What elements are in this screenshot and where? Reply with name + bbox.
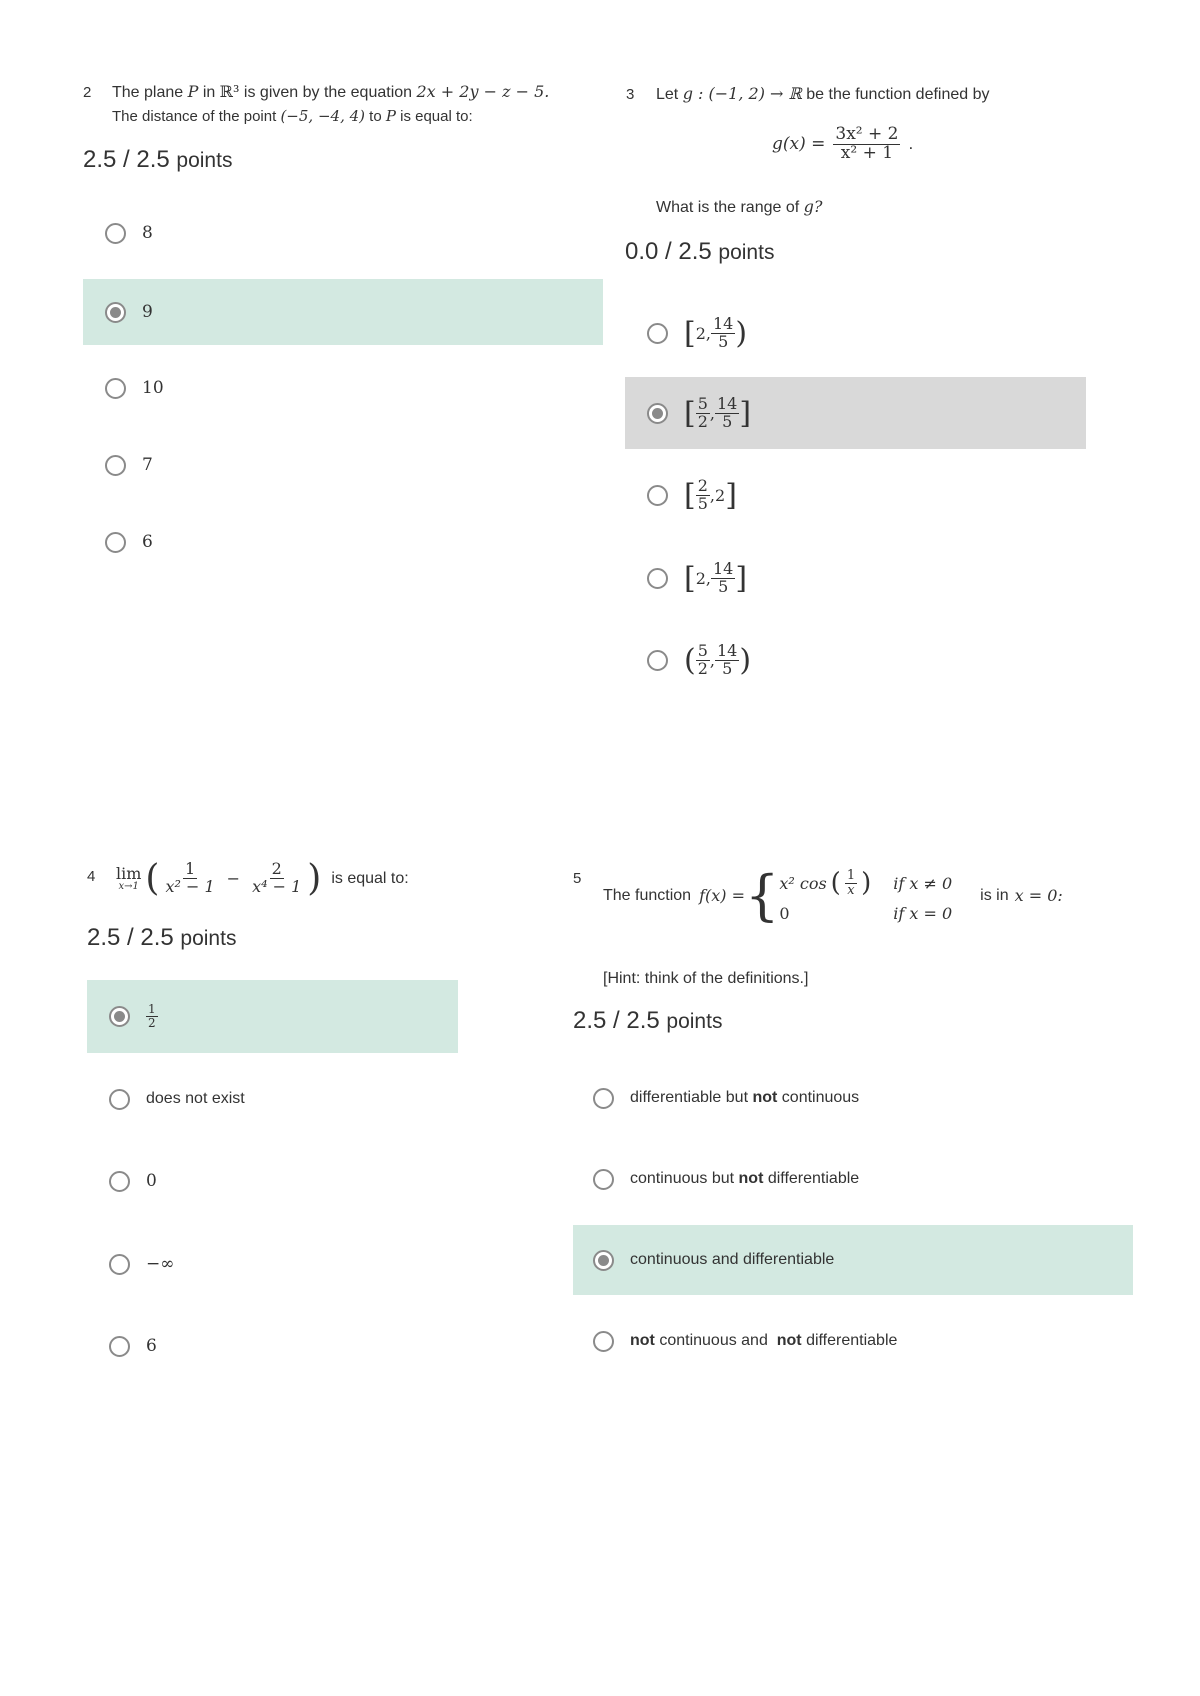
- question-text: The function f(x) = { x² cos ( $\frac{1}{x}$ ) if x ≠ 0 0 if x = 0 is in x = 0:: [603, 863, 1063, 927]
- answer-option[interactable]: [625, 543, 1085, 613]
- question-number: 3: [626, 86, 635, 103]
- radio-button[interactable]: [593, 1250, 614, 1271]
- question-text: Let g : (−1, 2) → ℝ be the function defined by: [656, 84, 990, 103]
- radio-button[interactable]: [105, 378, 126, 399]
- radio-button[interactable]: [109, 1254, 130, 1275]
- answer-option[interactable]: not continuous and not differentiable: [573, 1306, 1133, 1376]
- radio-button[interactable]: [593, 1331, 614, 1352]
- answer-option[interactable]: continuous but not differentiable: [573, 1144, 1133, 1214]
- answer-option[interactable]: −∞: [87, 1231, 458, 1297]
- limit: lim x→1: [116, 863, 142, 892]
- radio-button[interactable]: [105, 302, 126, 323]
- interval-label: [ $\frac{2}{5}$ , 2 ]: [684, 475, 737, 513]
- radio-button[interactable]: [647, 485, 668, 506]
- score: 2.5 / 2.5 points: [87, 924, 237, 951]
- hint-text: [Hint: think of the definitions.]: [603, 970, 809, 987]
- answer-option-selected[interactable]: $\frac{1}{2}$: [87, 980, 458, 1053]
- answer-option[interactable]: 6: [83, 509, 603, 575]
- score: 0.0 / 2.5 points: [625, 238, 775, 265]
- answer-option[interactable]: [625, 460, 1085, 530]
- radio-button[interactable]: [647, 568, 668, 589]
- question-text-line2: The distance of the point (−5, −4, 4) to P is equal to:: [112, 107, 473, 125]
- answer-option[interactable]: 7: [83, 432, 603, 498]
- score: 2.5 / 2.5 points: [573, 1007, 723, 1034]
- answer-option-selected[interactable]: [625, 377, 1086, 449]
- radio-button[interactable]: [109, 1006, 130, 1027]
- radio-button[interactable]: [647, 323, 668, 344]
- question-text: The plane P in ℝ³ is given by the equation 2x + 2y − z − 5.: [112, 82, 550, 101]
- answer-option[interactable]: 0: [87, 1148, 458, 1214]
- radio-button[interactable]: [647, 403, 668, 424]
- piecewise-cases: x² cos ( $\frac{1}{x}$ ) if x ≠ 0 0 if x = 0: [779, 867, 953, 923]
- question-number: 4: [87, 868, 96, 885]
- answer-option-selected[interactable]: continuous and differentiable: [573, 1225, 1133, 1295]
- radio-button[interactable]: [105, 532, 126, 553]
- radio-button[interactable]: [593, 1169, 614, 1190]
- interval-label: ( $\frac{5}{2}$ , $\frac{14}{5}$ ): [684, 640, 752, 678]
- radio-button[interactable]: [105, 223, 126, 244]
- radio-button[interactable]: [109, 1089, 130, 1110]
- function-definition: g(x) = $\frac{\text{3x² + 2}}{\text{x² + 1}}$ .: [772, 124, 914, 163]
- answer-option[interactable]: does not exist: [87, 1066, 458, 1132]
- answer-option[interactable]: 8: [83, 200, 603, 266]
- radio-button[interactable]: [105, 455, 126, 476]
- score: 2.5 / 2.5 points: [83, 146, 233, 173]
- radio-button[interactable]: [109, 1336, 130, 1357]
- radio-button[interactable]: [593, 1088, 614, 1109]
- answer-option[interactable]: differentiable but not continuous: [573, 1063, 1133, 1133]
- answer-option[interactable]: 6: [87, 1313, 458, 1379]
- fraction: $\frac{\text{3x² + 2}}{\text{x² + 1}}$: [835, 124, 899, 163]
- answer-option[interactable]: [625, 625, 1085, 695]
- interval-label: [ 2, $\frac{14}{5}$ ]: [684, 558, 748, 596]
- radio-button[interactable]: [647, 650, 668, 671]
- question-number: 2: [83, 84, 92, 101]
- interval-label: [ $\frac{5}{2}$ , $\frac{14}{5}$ ]: [684, 393, 752, 431]
- answer-option[interactable]: [625, 298, 1085, 368]
- answer-option-selected[interactable]: 9: [83, 279, 603, 345]
- question-text: lim x→1 ( $\frac{1}{\text{x² − 1}}$ − $\frac{2}{\text{x⁴ − 1}}$ ) is equal to:: [116, 858, 409, 899]
- interval-label: [ 2, $\frac{14}{5}$ ): [684, 313, 748, 351]
- question-number: 5: [573, 870, 582, 887]
- question-prompt: What is the range of g?: [656, 197, 823, 216]
- radio-button[interactable]: [109, 1171, 130, 1192]
- answer-option[interactable]: 10: [83, 355, 603, 421]
